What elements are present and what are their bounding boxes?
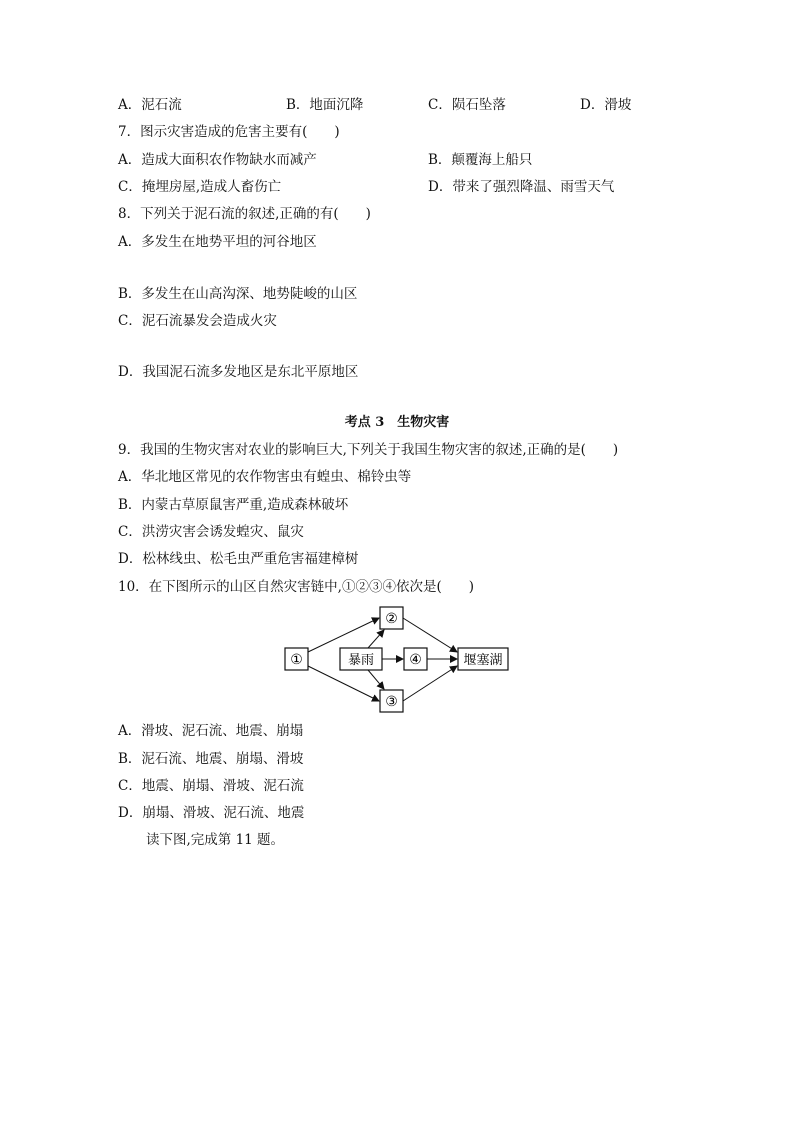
box-lake-label: 堰塞湖 (463, 653, 503, 668)
q7-stem: 7．图示灾害造成的危害主要有( ) (118, 124, 340, 140)
q9-option-d: D．松林线虫、松毛虫严重危害福建樟树 (118, 551, 359, 567)
q6-option-c: C．陨石坠落 (428, 97, 506, 113)
q8-option-b: B．多发生在山高沟深、地势陡峻的山区 (118, 286, 358, 302)
arrow-rain-to-2 (368, 630, 384, 648)
q11-intro: 读下图,完成第 11 题。 (146, 832, 285, 848)
arrow-rain-to-3 (368, 670, 384, 689)
arrow-2-to-lake (403, 618, 457, 652)
q8-option-d: D．我国泥石流多发地区是东北平原地区 (118, 364, 359, 380)
q8-option-a: A．多发生在地势平坦的河谷地区 (118, 234, 317, 250)
arrow-3-to-lake (403, 666, 457, 701)
q6-option-b: B．地面沉降 (286, 97, 364, 113)
arrow-1-to-3 (308, 666, 379, 701)
q9-option-a: A．华北地区常见的农作物害虫有蝗虫、棉铃虫等 (118, 469, 412, 485)
disaster-chain-diagram (280, 602, 520, 718)
q10-option-c: C．地震、崩塌、滑坡、泥石流 (118, 778, 304, 794)
box-3-label: ③ (385, 694, 398, 710)
box-2-label: ② (385, 611, 398, 627)
q7-option-b: B．颠覆海上船只 (428, 152, 533, 168)
q6-option-a: A．泥石流 (118, 97, 182, 113)
section-heading: 考点 3 生物灾害 (344, 415, 450, 430)
q10-option-a: A．滑坡、泥石流、地震、崩塌 (118, 723, 304, 739)
q7-option-a: A．造成大面积农作物缺水而减产 (118, 152, 317, 168)
q10-stem: 10．在下图所示的山区自然灾害链中,①②③④依次是( ) (118, 579, 475, 595)
box-rain-label: 暴雨 (347, 653, 375, 668)
q8-option-c: C．泥石流暴发会造成火灾 (118, 313, 277, 329)
q10-option-b: B．泥石流、地震、崩塌、滑坡 (118, 751, 304, 767)
q9-option-c: C．洪涝灾害会诱发蝗灾、鼠灾 (118, 524, 304, 540)
q9-stem: 9．我国的生物灾害对农业的影响巨大,下列关于我国生物灾害的叙述,正确的是( ) (118, 442, 619, 458)
q8-stem: 8．下列关于泥石流的叙述,正确的有( ) (118, 206, 371, 222)
q10-option-d: D．崩塌、滑坡、泥石流、地震 (118, 805, 305, 821)
box-1-label: ① (290, 652, 303, 668)
q9-option-b: B．内蒙古草原鼠害严重,造成森林破坏 (118, 497, 349, 513)
q7-option-d: D．带来了强烈降温、雨雪天气 (428, 179, 615, 195)
box-4-label: ④ (409, 652, 422, 668)
q6-option-d: D．滑坡 (580, 97, 632, 113)
q7-option-c: C．掩埋房屋,造成人畜伤亡 (118, 179, 282, 195)
